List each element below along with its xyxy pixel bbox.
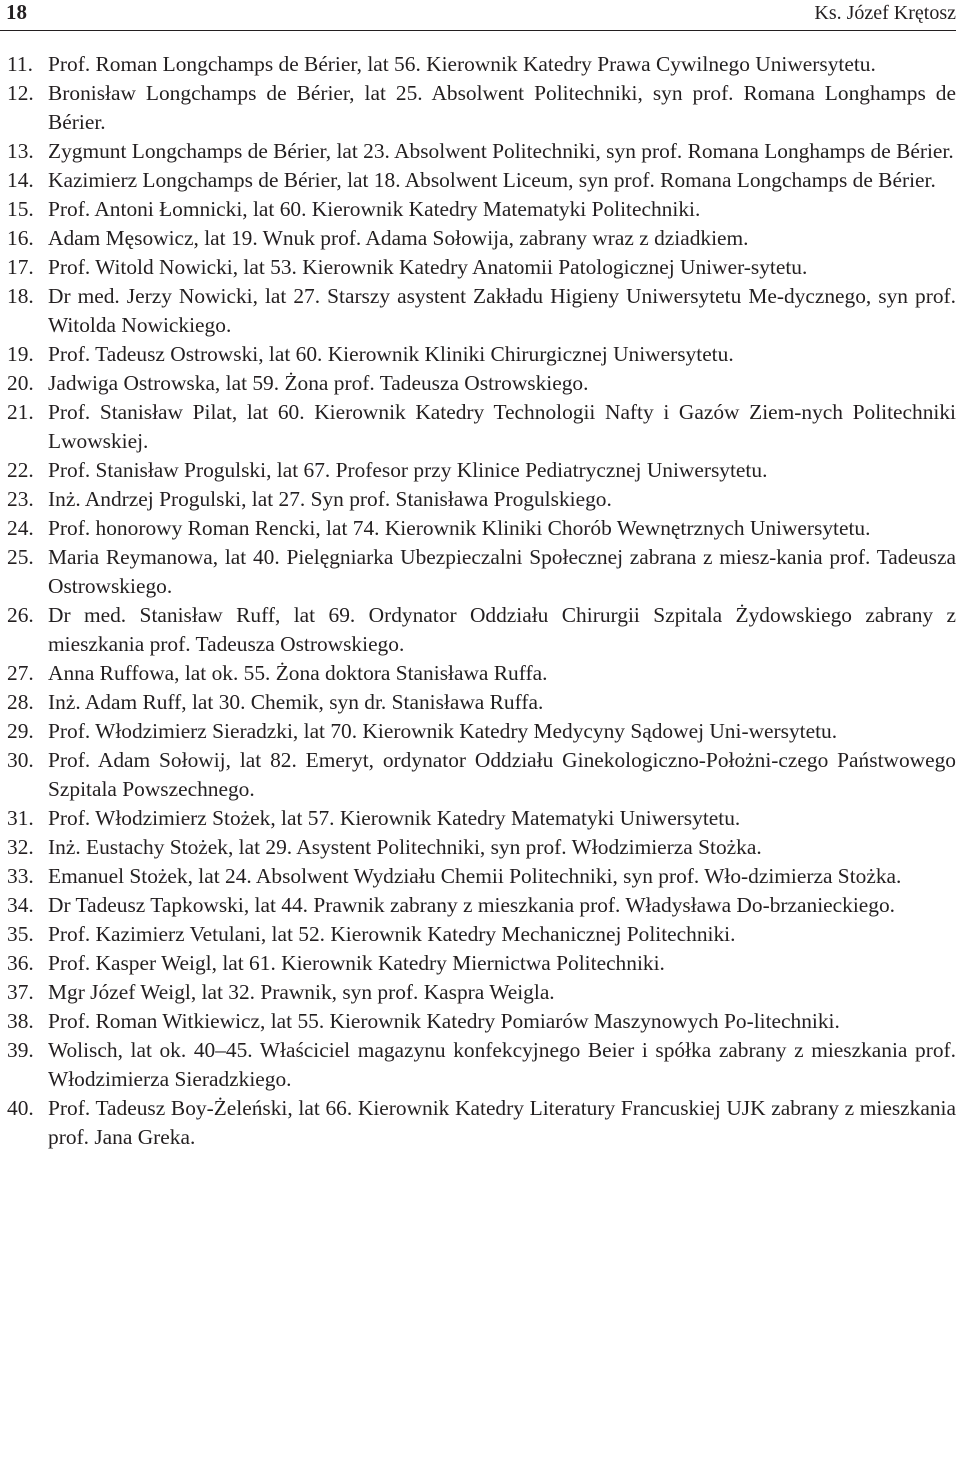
list-item	[0, 862, 956, 891]
item-number: 17.	[7, 255, 34, 279]
item-text: Maria Reymanowa, lat 40. Pielęgniarka Ubezpieczalni Społecznej zabrana z miesz-kania prof. Tadeusza Ostrowskiego.	[48, 545, 956, 598]
item-number: 32.	[7, 835, 34, 859]
item-number: 34.	[7, 893, 34, 917]
list-item	[0, 340, 956, 369]
item-text: Dr Tadeusz Tapkowski, lat 44. Prawnik zabrany z mieszkania prof. Władysława Do-brzanieckiego.	[48, 893, 896, 917]
item-number: 35.	[7, 922, 34, 946]
item-text: Dr med. Stanisław Ruff, lat 69. Ordynator Oddziału Chirurgii Szpitala Żydowskiego zabrany z mieszkania prof. Tadeusza Ostrowskiego.	[48, 603, 956, 656]
list-item	[0, 833, 956, 862]
list-item	[0, 514, 956, 543]
list-item	[0, 253, 956, 282]
running-head-author: Ks. Józef Krętosz	[814, 2, 956, 24]
item-number: 12.	[7, 81, 34, 105]
item-number: 16.	[7, 226, 34, 250]
list-item	[0, 659, 956, 688]
item-text: Prof. Tadeusz Boy-Żeleński, lat 66. Kierownik Katedry Literatury Francuskiej UJK zabrany z mieszkania prof. Jana Greka.	[48, 1096, 956, 1149]
item-number: 22.	[7, 458, 34, 482]
item-number: 37.	[7, 980, 34, 1004]
item-text: Mgr Józef Weigl, lat 32. Prawnik, syn prof. Kaspra Weigla.	[48, 980, 555, 1004]
item-text: Inż. Adam Ruff, lat 30. Chemik, syn dr. Stanisława Ruffa.	[48, 690, 544, 714]
item-number: 27.	[7, 661, 34, 685]
item-text: Kazimierz Longchamps de Bérier, lat 18. Absolwent Liceum, syn prof. Romana Longchamps de Bérier.	[48, 168, 936, 192]
list-item	[0, 688, 956, 717]
item-text: Prof. Włodzimierz Sieradzki, lat 70. Kierownik Katedry Medycyny Sądowej Uni-wersytetu.	[48, 719, 838, 743]
item-text: Emanuel Stożek, lat 24. Absolwent Wydziału Chemii Politechniki, syn prof. Wło-dzimierza Stożka.	[48, 864, 902, 888]
item-number: 31.	[7, 806, 34, 830]
item-number: 38.	[7, 1009, 34, 1033]
list-item	[0, 601, 956, 659]
item-text: Prof. Witold Nowicki, lat 53. Kierownik Katedry Anatomii Patologicznej Uniwer-sytetu.	[48, 255, 808, 279]
item-number: 25.	[7, 545, 34, 569]
item-text: Bronisław Longchamps de Bérier, lat 25. Absolwent Politechniki, syn prof. Romana Longhamps de Bérier.	[48, 81, 956, 134]
item-number: 15.	[7, 197, 34, 221]
list-item	[0, 137, 956, 166]
item-text: Dr med. Jerzy Nowicki, lat 27. Starszy asystent Zakładu Higieny Uniwersytetu Me-dycznego, syn prof. Witolda Nowickiego.	[48, 284, 956, 337]
list-item	[0, 891, 956, 920]
item-text: Adam Męsowicz, lat 19. Wnuk prof. Adama Sołowija, zabrany wraz z dziadkiem.	[48, 226, 749, 250]
item-number: 19.	[7, 342, 34, 366]
list-item	[0, 978, 956, 1007]
item-text: Inż. Andrzej Progulski, lat 27. Syn prof. Stanisława Progulskiego.	[48, 487, 612, 511]
item-text: Anna Ruffowa, lat ok. 55. Żona doktora Stanisława Ruffa.	[48, 661, 548, 685]
list-item	[0, 166, 956, 195]
item-number: 36.	[7, 951, 34, 975]
item-text: Prof. honorowy Roman Rencki, lat 74. Kierownik Kliniki Chorób Wewnętrznych Uniwersytetu.	[48, 516, 871, 540]
list-item	[0, 456, 956, 485]
item-text: Prof. Kazimierz Vetulani, lat 52. Kierownik Katedry Mechanicznej Politechniki.	[48, 922, 736, 946]
item-number: 23.	[7, 487, 34, 511]
list-item	[0, 195, 956, 224]
item-text: Prof. Adam Sołowij, lat 82. Emeryt, ordynator Oddziału Ginekologiczno-Położni-czego Państwowego Szpitala Powszechnego.	[48, 748, 956, 801]
list-item	[0, 920, 956, 949]
item-text: Prof. Stanisław Pilat, lat 60. Kierownik Katedry Technologii Nafty i Gazów Ziem-nych Politechniki Lwowskiej.	[48, 400, 956, 453]
list-item	[0, 543, 956, 601]
item-text: Prof. Roman Longchamps de Bérier, lat 56. Kierownik Katedry Prawa Cywilnego Uniwersytetu.	[48, 52, 876, 76]
list-item	[0, 1007, 956, 1036]
list-item	[0, 804, 956, 833]
item-text: Prof. Tadeusz Ostrowski, lat 60. Kierownik Kliniki Chirurgicznej Uniwersytetu.	[48, 342, 734, 366]
item-number: 11.	[7, 52, 33, 76]
page-number: 18	[6, 0, 27, 24]
list-item	[0, 224, 956, 253]
item-text: Prof. Antoni Łomnicki, lat 60. Kierownik Katedry Matematyki Politechniki.	[48, 197, 701, 221]
item-text: Prof. Włodzimierz Stożek, lat 57. Kierownik Katedry Matematyki Uniwersytetu.	[48, 806, 741, 830]
victims-list	[0, 50, 956, 1152]
item-number: 28.	[7, 690, 34, 714]
list-item	[0, 485, 956, 514]
item-number: 13.	[7, 139, 34, 163]
item-text: Wolisch, lat ok. 40–45. Właściciel magazynu konfekcyjnego Beier i spółka zabrany z mieszkania prof. Włodzimierza Sieradzkiego.	[48, 1038, 956, 1091]
item-number: 29.	[7, 719, 34, 743]
item-number: 24.	[7, 516, 34, 540]
item-text: Inż. Eustachy Stożek, lat 29. Asystent Politechniki, syn prof. Włodzimierza Stożka.	[48, 835, 762, 859]
item-number: 33.	[7, 864, 34, 888]
list-item	[0, 50, 956, 79]
list-item	[0, 1036, 956, 1094]
item-number: 26.	[7, 603, 34, 627]
item-text: Prof. Stanisław Progulski, lat 67. Profesor przy Klinice Pediatrycznej Uniwersytetu.	[48, 458, 768, 482]
item-text: Zygmunt Longchamps de Bérier, lat 23. Absolwent Politechniki, syn prof. Romana Longhamps de Bérier.	[48, 139, 954, 163]
item-text: Jadwiga Ostrowska, lat 59. Żona prof. Tadeusza Ostrowskiego.	[48, 371, 589, 395]
list-item	[0, 949, 956, 978]
item-text: Prof. Roman Witkiewicz, lat 55. Kierownik Katedry Pomiarów Maszynowych Po-litechniki.	[48, 1009, 840, 1033]
page-header	[0, 0, 956, 31]
item-number: 18.	[7, 284, 34, 308]
list-item	[0, 1094, 956, 1152]
list-item	[0, 746, 956, 804]
item-number: 20.	[7, 371, 34, 395]
list-item	[0, 369, 956, 398]
list-item	[0, 79, 956, 137]
item-number: 39.	[7, 1038, 34, 1062]
list-item	[0, 282, 956, 340]
list-item	[0, 717, 956, 746]
list-item	[0, 398, 956, 456]
item-number: 14.	[7, 168, 34, 192]
item-number: 21.	[7, 400, 34, 424]
item-number: 40.	[7, 1096, 34, 1120]
item-number: 30.	[7, 748, 34, 772]
item-text: Prof. Kasper Weigl, lat 61. Kierownik Katedry Miernictwa Politechniki.	[48, 951, 665, 975]
